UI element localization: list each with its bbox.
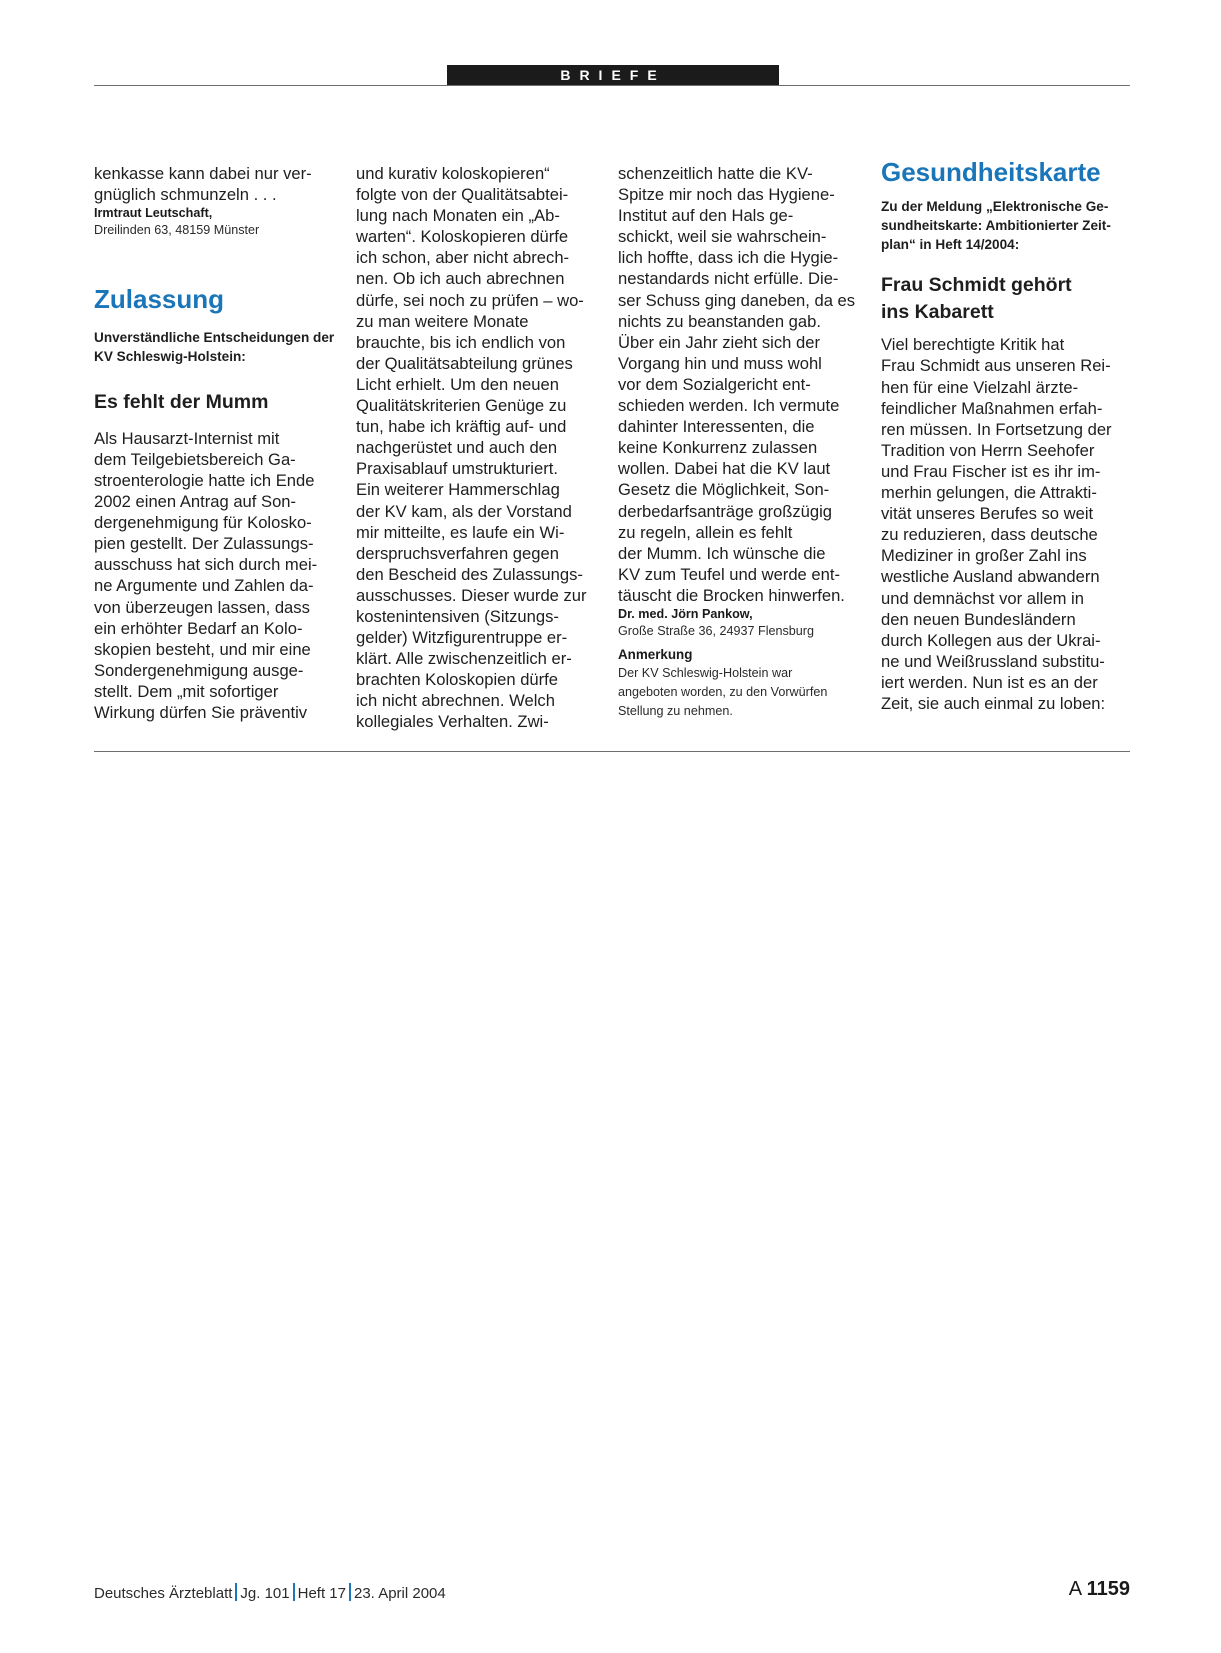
note-text-line: Stellung zu nehmen. <box>618 703 733 718</box>
letter-body-continued-line: ausschusses. Dieser wurde zur <box>356 585 587 605</box>
letter-body-continued-line: keine Konkurrenz zulassen <box>618 438 818 458</box>
letter-body-continued-line: Gesetz die Möglichkeit, Son- <box>618 480 830 500</box>
journal-name: Deutsches Ärzteblatt <box>94 1585 233 1602</box>
letter-body-line: dem Teilgebietsbereich Ga- <box>94 449 296 469</box>
letter-body-line: stroenterologie hatte ich Ende <box>94 470 315 490</box>
letter-body-line: hen für eine Vielzahl ärzte- <box>881 377 1079 397</box>
letter-body-continued <box>618 163 866 606</box>
column-3 <box>618 163 866 721</box>
letter-body-continued-line: ich nicht abrechnen. Welch <box>356 691 555 711</box>
letter-body-continued-line: der KV kam, als der Vorstand <box>356 501 572 521</box>
issue: Heft 17 <box>297 1585 346 1602</box>
letter-headline-line: ins Kabarett <box>881 301 994 324</box>
letter-intro-line: KV Schleswig-Holstein: <box>94 348 246 364</box>
letter-body-continued-line: Über ein Jahr zieht sich der <box>618 332 820 352</box>
letter-body-continued-line: gelder) Witzfigurentruppe er- <box>356 628 568 648</box>
letter-body-continued-line: nestandards nicht erfülle. Die- <box>618 269 839 289</box>
letter-body-continued-line: schickt, weil sie wahrschein- <box>618 227 827 247</box>
letter-body-line: feindlicher Maßnahmen erfah- <box>881 398 1103 418</box>
continuation-text <box>94 163 342 205</box>
letter-body-continued-line: lung nach Monaten ein „Ab- <box>356 206 560 226</box>
section-title-gesundheitskarte: Gesundheitskarte <box>881 157 1101 187</box>
letter-body-continued-line: derbedarfsanträge großzügig <box>618 501 833 521</box>
note-text-line: angeboten worden, zu den Vorwürfen <box>618 684 828 699</box>
letter-body-continued-line: nachgerüstet und auch den <box>356 438 558 458</box>
letter-headline: Es fehlt der Mumm <box>94 390 269 413</box>
letter-body-continued-line: der Qualitätsabteilung grünes <box>356 353 573 373</box>
letter-body-continued-line: warten“. Koloskopieren dürfe <box>356 227 569 247</box>
bottom-rule <box>94 751 1130 752</box>
volume: Jg. 101 <box>240 1585 290 1602</box>
letter-body-continued-line: Spitze mir noch das Hygiene- <box>618 185 835 205</box>
letter-body-continued-line: klärt. Alle zwischenzeitlich er- <box>356 649 572 669</box>
letter-body-line: Zeit, sie auch einmal zu loben: <box>881 693 1106 713</box>
letter-headline <box>881 272 1129 326</box>
footer-separator <box>235 1583 237 1601</box>
letter-body-continued-line: schieden werden. Ich vermute <box>618 396 840 416</box>
column-1 <box>94 163 342 723</box>
letter-body <box>881 334 1129 714</box>
page-prefix: A <box>1068 1578 1082 1600</box>
letter-body-line: von überzeugen lassen, dass <box>94 597 310 617</box>
letter-body-continued-line: Licht erhielt. Um den neuen <box>356 374 559 394</box>
issue-date: 23. April 2004 <box>354 1585 446 1602</box>
letter-body-continued-line: nen. Ob ich auch abrechnen <box>356 269 565 289</box>
letter-body-line: Viel berechtigte Kritik hat <box>881 335 1065 355</box>
letter-body-line: und demnächst vor allem in <box>881 588 1084 608</box>
letter-body-line: stellt. Dem „mit sofortiger <box>94 681 279 701</box>
note-title: Anmerkung <box>618 646 693 662</box>
letter-body-line: zu reduzieren, dass deutsche <box>881 525 1098 545</box>
letter-body-line: iert werden. Nun ist es an der <box>881 672 1098 692</box>
letter-body-continued-line: zu man weitere Monate <box>356 311 529 331</box>
page-number-value: 1159 <box>1086 1578 1130 1600</box>
letter-body-line: dergenehmigung für Kolosko- <box>94 513 312 533</box>
continuation-text-line: kenkasse kann dabei nur ver- <box>94 164 312 183</box>
letter-body-continued-line: brauchte, bis ich endlich von <box>356 332 566 352</box>
letter-intro-line: Unverständliche Entscheidungen der <box>94 330 335 346</box>
letter-body-continued-line: derspruchsverfahren gegen <box>356 543 559 563</box>
letter-intro <box>94 329 342 367</box>
letter-body-continued-line: Praxisablauf umstrukturiert. <box>356 459 558 479</box>
letter-body-continued-line: lich hoffte, dass ich die Hygie- <box>618 248 839 268</box>
letter-body-line: 2002 einen Antrag auf Son- <box>94 492 297 512</box>
letter-body-continued-line: täuscht die Brocken hinwerfen. <box>618 585 845 605</box>
letter-intro <box>881 198 1129 254</box>
footer-separator <box>349 1583 351 1601</box>
letter-body-line: Frau Schmidt aus unseren Rei- <box>881 356 1111 376</box>
continuation-text-line: gnüglich schmunzeln . . . <box>94 185 277 205</box>
letter-body-continued-line: schenzeitlich hatte die KV- <box>618 164 813 183</box>
author-address: Dreilinden 63, 48159 Münster <box>94 223 260 238</box>
letter-body-line: Tradition von Herrn Seehofer <box>881 440 1095 460</box>
column-4 <box>881 157 1129 714</box>
letter-body-line: ren müssen. In Fortsetzung der <box>881 419 1112 439</box>
letter-body <box>94 428 342 723</box>
letter-body-continued-line: den Bescheid des Zulassungs- <box>356 564 583 584</box>
section-title-zulassung: Zulassung <box>94 284 225 315</box>
footer <box>94 1583 446 1602</box>
letter-body-continued-line: folgte von der Qualitätsabtei- <box>356 185 569 205</box>
author-name: Dr. med. Jörn Pankow, <box>618 606 753 621</box>
letter-intro-line: Zu der Meldung „Elektronische Ge- <box>881 199 1109 214</box>
letter-body-line: Wirkung dürfen Sie präventiv <box>94 703 308 722</box>
note-text-line: Der KV Schleswig-Holstein war <box>618 665 793 680</box>
letter-body-line: Als Hausarzt-Internist mit <box>94 428 280 448</box>
letter-body-continued-line: wollen. Dabei hat die KV laut <box>618 459 831 479</box>
letter-body-line: skopien besteht, und mir eine <box>94 639 311 659</box>
letter-body-continued-line: der Mumm. Ich wünsche die <box>618 543 826 563</box>
letter-body-continued-line: vor dem Sozialgericht ent- <box>618 374 811 394</box>
header-rule <box>94 85 1130 86</box>
column-2 <box>356 163 604 733</box>
letter-intro-line: plan“ in Heft 14/2004: <box>881 236 1020 252</box>
letter-body-continued-line: und kurativ koloskopieren“ <box>356 164 550 183</box>
letter-body-line: ne Argumente und Zahlen da- <box>94 576 314 596</box>
letter-body-line: ein erhöhter Bedarf an Kolo- <box>94 618 303 638</box>
letter-body-continued-line: ich schon, aber nicht abrech- <box>356 248 570 268</box>
letter-body-continued-line: ser Schuss ging daneben, da es <box>618 290 856 310</box>
letter-body-line: ne und Weißrussland substitu- <box>881 651 1105 671</box>
letter-body-line: Mediziner in großer Zahl ins <box>881 546 1087 566</box>
letter-body-continued-line: dürfe, sei noch zu prüfen – wo- <box>356 290 584 310</box>
letter-body-line: westliche Ausland abwandern <box>881 567 1100 587</box>
letter-body-continued-line: kollegiales Verhalten. Zwi- <box>356 712 549 732</box>
letter-body-continued-line: mir mitteilte, es laufe ein Wi- <box>356 522 565 542</box>
letter-body-continued-line: Ein weiterer Hammerschlag <box>356 480 560 500</box>
letter-intro-line: sundheitskarte: Ambitionierter Zeit- <box>881 217 1111 233</box>
letter-body-continued-line: tun, habe ich kräftig auf- und <box>356 417 567 437</box>
letter-body-line: Sondergenehmigung ausge- <box>94 660 304 680</box>
page-number <box>1069 1578 1130 1601</box>
author-name: Irmtraut Leutschaft, <box>94 206 213 221</box>
letter-body-continued-line: zu regeln, allein es fehlt <box>618 522 793 542</box>
letter-body-continued <box>356 163 604 733</box>
section-label: BRIEFE <box>447 65 779 85</box>
note-text <box>618 664 866 721</box>
letter-body-continued-line: Institut auf den Hals ge- <box>618 206 794 226</box>
letter-body-line: vität unseres Berufes so weit <box>881 504 1094 524</box>
letter-body-continued-line: dahinter Interessenten, die <box>618 417 815 437</box>
letter-body-line: und Frau Fischer ist es ihr im- <box>881 461 1101 481</box>
letter-body-line: durch Kollegen aus der Ukrai- <box>881 630 1101 650</box>
letter-body-continued-line: brachten Koloskopien dürfe <box>356 670 559 690</box>
letter-body-line: ausschuss hat sich durch mei- <box>94 555 318 575</box>
letter-body-continued-line: Qualitätskriterien Genüge zu <box>356 396 567 416</box>
letter-body-line: pien gestellt. Der Zulassungs- <box>94 534 314 554</box>
letter-body-continued-line: Vorgang hin und muss wohl <box>618 353 822 373</box>
letter-body-line: merhin gelungen, die Attrakti- <box>881 483 1097 503</box>
footer-separator <box>293 1583 295 1601</box>
letter-body-continued-line: kostenintensiven (Sitzungs- <box>356 606 559 626</box>
letter-body-continued-line: KV zum Teufel und werde ent- <box>618 564 840 584</box>
letter-body-continued-line: nichts zu beanstanden gab. <box>618 311 821 331</box>
author-address: Große Straße 36, 24937 Flensburg <box>618 623 815 638</box>
letter-body-line: den neuen Bundesländern <box>881 609 1076 629</box>
letter-headline-line: Frau Schmidt gehört <box>881 274 1072 297</box>
